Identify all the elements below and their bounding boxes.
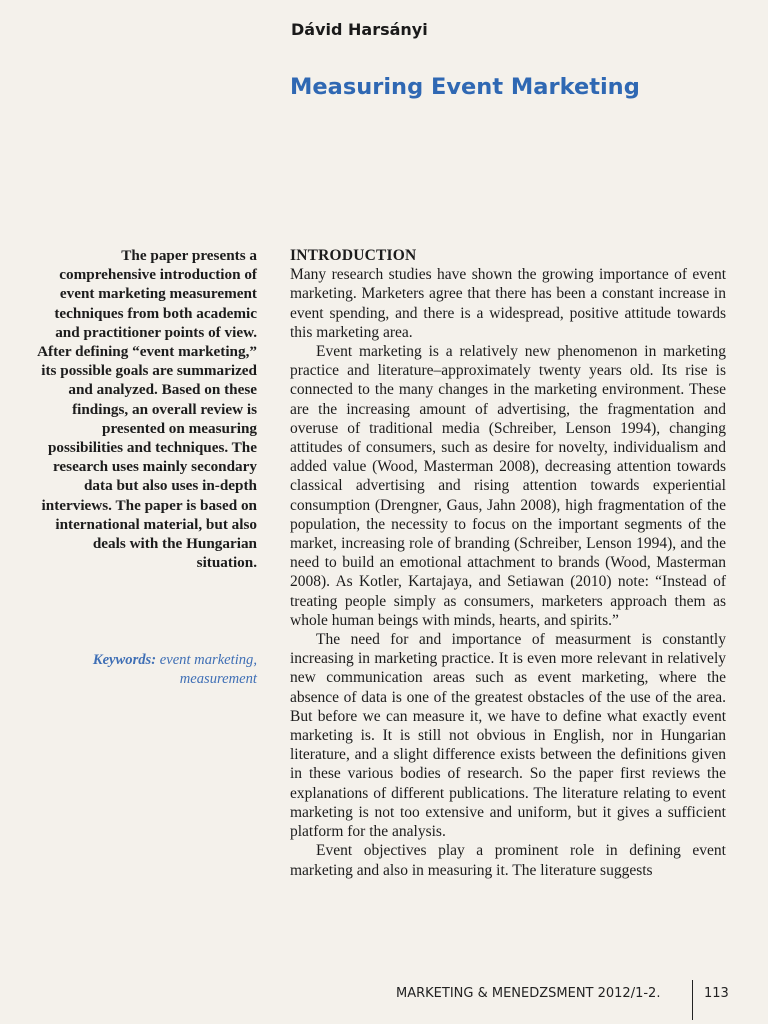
footer-divider bbox=[692, 980, 693, 1020]
paragraph: Event objectives play a prominent role in defining event marketing and also in measuring it. The literature suggests bbox=[290, 842, 726, 879]
abstract bbox=[34, 246, 257, 572]
paragraph: Many research studies have shown the growing importance of event marketing. Marketers agree that there has been a constant increase in event spending, and there is a widespread, positive attitude towards this marketing area. bbox=[290, 266, 726, 341]
page-number: 113 bbox=[704, 986, 729, 1001]
paragraph: Event marketing is a relatively new phenomenon in marketing practice and literature–approximately twenty years old. Its rise is connected to the many changes in the marketing environment. These are the increasing amount of advertising, the fragmentation and overuse of traditional media (Schreiber, Lenson 1994), changing attitudes of consumers, such as desire for novelty, individualism and added value (Wood, Masterman 2008), decreasing attention towards classical advertising and rising attention towards experiential consumption (Drengner, Gaus, Jahn 2008), high fragmentation of the population, the necessity to focus on the important segments of the market, increasing role of branding (Schreiber, Lenson 1994), and the need to build an emotional attachment to brands (Wood, Masterman 2008). As Kotler, Kartajaya, and Setiawan (2010) note: “Instead of treating people simply as consumers, marketers approach them as whole human beings with minds, hearts, and spirits.” bbox=[290, 343, 726, 629]
section-heading: INTRODUCTION bbox=[290, 247, 417, 264]
main-column bbox=[290, 246, 726, 880]
keywords-label: Keywords: bbox=[92, 652, 157, 668]
keywords-text: event marketing, measurement bbox=[156, 652, 257, 688]
abstract-text: The paper presents a comprehensive introduction of event marketing measurement techniques from both academic and practitioner points of view. After defining “event marketing,” its possible goals are summarized and analyzed. Based on these findings, an overall review is presented on measuring possibilities and techniques. The research uses mainly secondary data but also uses in-depth interviews. The paper is based on international material, but also deals with the Hungarian situation. bbox=[37, 247, 257, 572]
paragraph: The need for and importance of measurment is constantly increasing in marketing practice. It is even more relevant in relatively new communication areas such as event marketing, where the absence of data is one of the greatest obstacles of the use of the area. But before we can measure it, we have to define what exactly event marketing is. It is still not obvious in English, nor in Hungarian literature, and a slight difference exists between the definitions given in these various bodies of research. So the paper first reviews the explanations of different publications. The literature relating to event marketing is not too extensive and uniform, but it gives a sufficient platform for the analysis. bbox=[290, 631, 726, 841]
journal-footer: MARKETING & MENEDZSMENT 2012/1-2. bbox=[396, 986, 661, 1001]
article-title: Measuring Event Marketing bbox=[290, 74, 640, 100]
keywords bbox=[34, 651, 257, 689]
author-name: Dávid Harsányi bbox=[291, 20, 428, 39]
